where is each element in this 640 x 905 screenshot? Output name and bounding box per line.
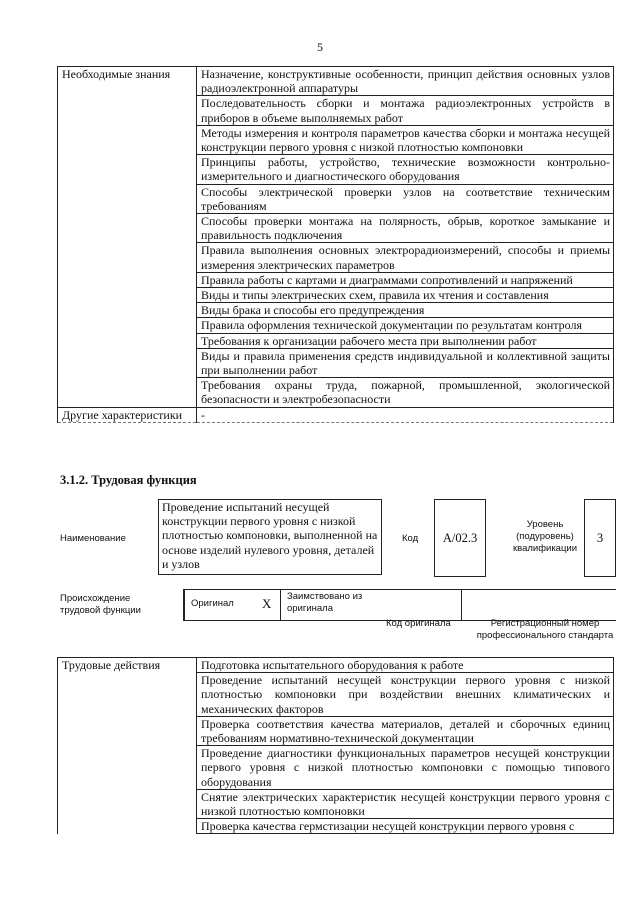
name-label: Наименование — [60, 533, 126, 544]
list-item: Правила работы с картами и диаграммами сопротивлений и напряжений — [197, 272, 614, 287]
list-item: Подготовка испытательного оборудования к работе — [197, 658, 614, 673]
level-label: Уровень (подуровень) квалификации — [512, 519, 578, 554]
list-item: Последовательность сборки и монтажа радиоэлектронных устройств в приборов в объеме выполняемых работ — [197, 96, 614, 125]
list-item: Назначение, конструктивные особенности, принцип действия основных узлов радиоэлектронной аппаратуры — [197, 67, 614, 96]
list-item: Принципы работы, устройство, технические возможности контрольно-измерительного и диагностического оборудования — [197, 155, 614, 184]
list-item: Проведение диагностики функциональных параметров несущей конструкции первого уровня с низкой плотностью компоновки с помощью типового оборудования — [197, 746, 614, 790]
list-item: Способы проверки монтажа на полярность, обрыв, короткое замыкание и правильность подключения — [197, 214, 614, 243]
list-item: Требования охраны труда, пожарной, промышленной, экологической безопасности и электробезопасности — [197, 378, 614, 407]
list-item: Правила выполнения основных электрорадиоизмерений, способы и приемы измерения электрических параметров — [197, 243, 614, 272]
level-box — [584, 499, 616, 577]
function-name-box — [158, 499, 382, 575]
list-item: Методы измерения и контроля параметров качества сборки и монтажа несущей конструкции первого уровня с низкой плотностью компоновки — [197, 125, 614, 154]
code-original-label: Код оригинала — [386, 618, 451, 629]
list-item: Правила оформления технической документации по результатам контроля — [197, 318, 614, 333]
reg-number-label: Регистрационный номер профессионального стандарта — [476, 618, 614, 641]
knowledge-table — [57, 66, 614, 423]
row-label: Необходимые знания — [58, 67, 197, 408]
list-item: Снятие электрических характеристик несущей конструкции первого уровня с низкой плотностью компоновки — [197, 789, 614, 818]
origin-label: Происхождение трудовой функции — [60, 593, 141, 616]
original-label: Оригинал — [191, 598, 234, 609]
row-label: Трудовые действия — [58, 658, 197, 834]
other-label: Другие характеристики — [58, 407, 197, 422]
list-item: Проверка соответствия качества материалов, деталей и сборочных единиц требованиям нормативно-технической документации — [197, 716, 614, 745]
code-label: Код — [402, 533, 419, 544]
code-box — [434, 499, 486, 577]
list-item: Проведение испытаний несущей конструкции первого уровня с низкой плотностью компоновки при воздействии внешних климатических и механических факторов — [197, 673, 614, 717]
origin-row — [183, 589, 616, 621]
actions-table — [57, 657, 614, 834]
other-value: - — [197, 407, 614, 422]
list-item: Требования к организации рабочего места при выполнении работ — [197, 333, 614, 348]
list-item: Виды и правила применения средств индивидуальной и коллективной защиты при выполнении работ — [197, 348, 614, 377]
section-heading: 3.1.2. Трудовая функция — [60, 473, 197, 487]
original-mark: X — [262, 596, 272, 611]
borrowed-label: Заимствовано из оригинала — [287, 591, 363, 614]
list-item: Виды и типы электрических схем, правила их чтения и составления — [197, 288, 614, 303]
level-value: 3 — [596, 530, 604, 545]
function-name: Проведение испытаний несущей конструкции первого уровня с низкой плотностью компоновки, выполненной на основе изделий нулевого уровня, деталей и узлов — [162, 500, 378, 571]
page-number: 5 — [317, 40, 323, 54]
list-item: Виды брака и способы его предупреждения — [197, 303, 614, 318]
list-item: Проверка качества гермстизации несущей конструкции первого уровня с — [197, 819, 614, 834]
function-code: A/02.3 — [442, 530, 478, 545]
list-item: Способы электрической проверки узлов на соответствие техническим требованиям — [197, 184, 614, 213]
